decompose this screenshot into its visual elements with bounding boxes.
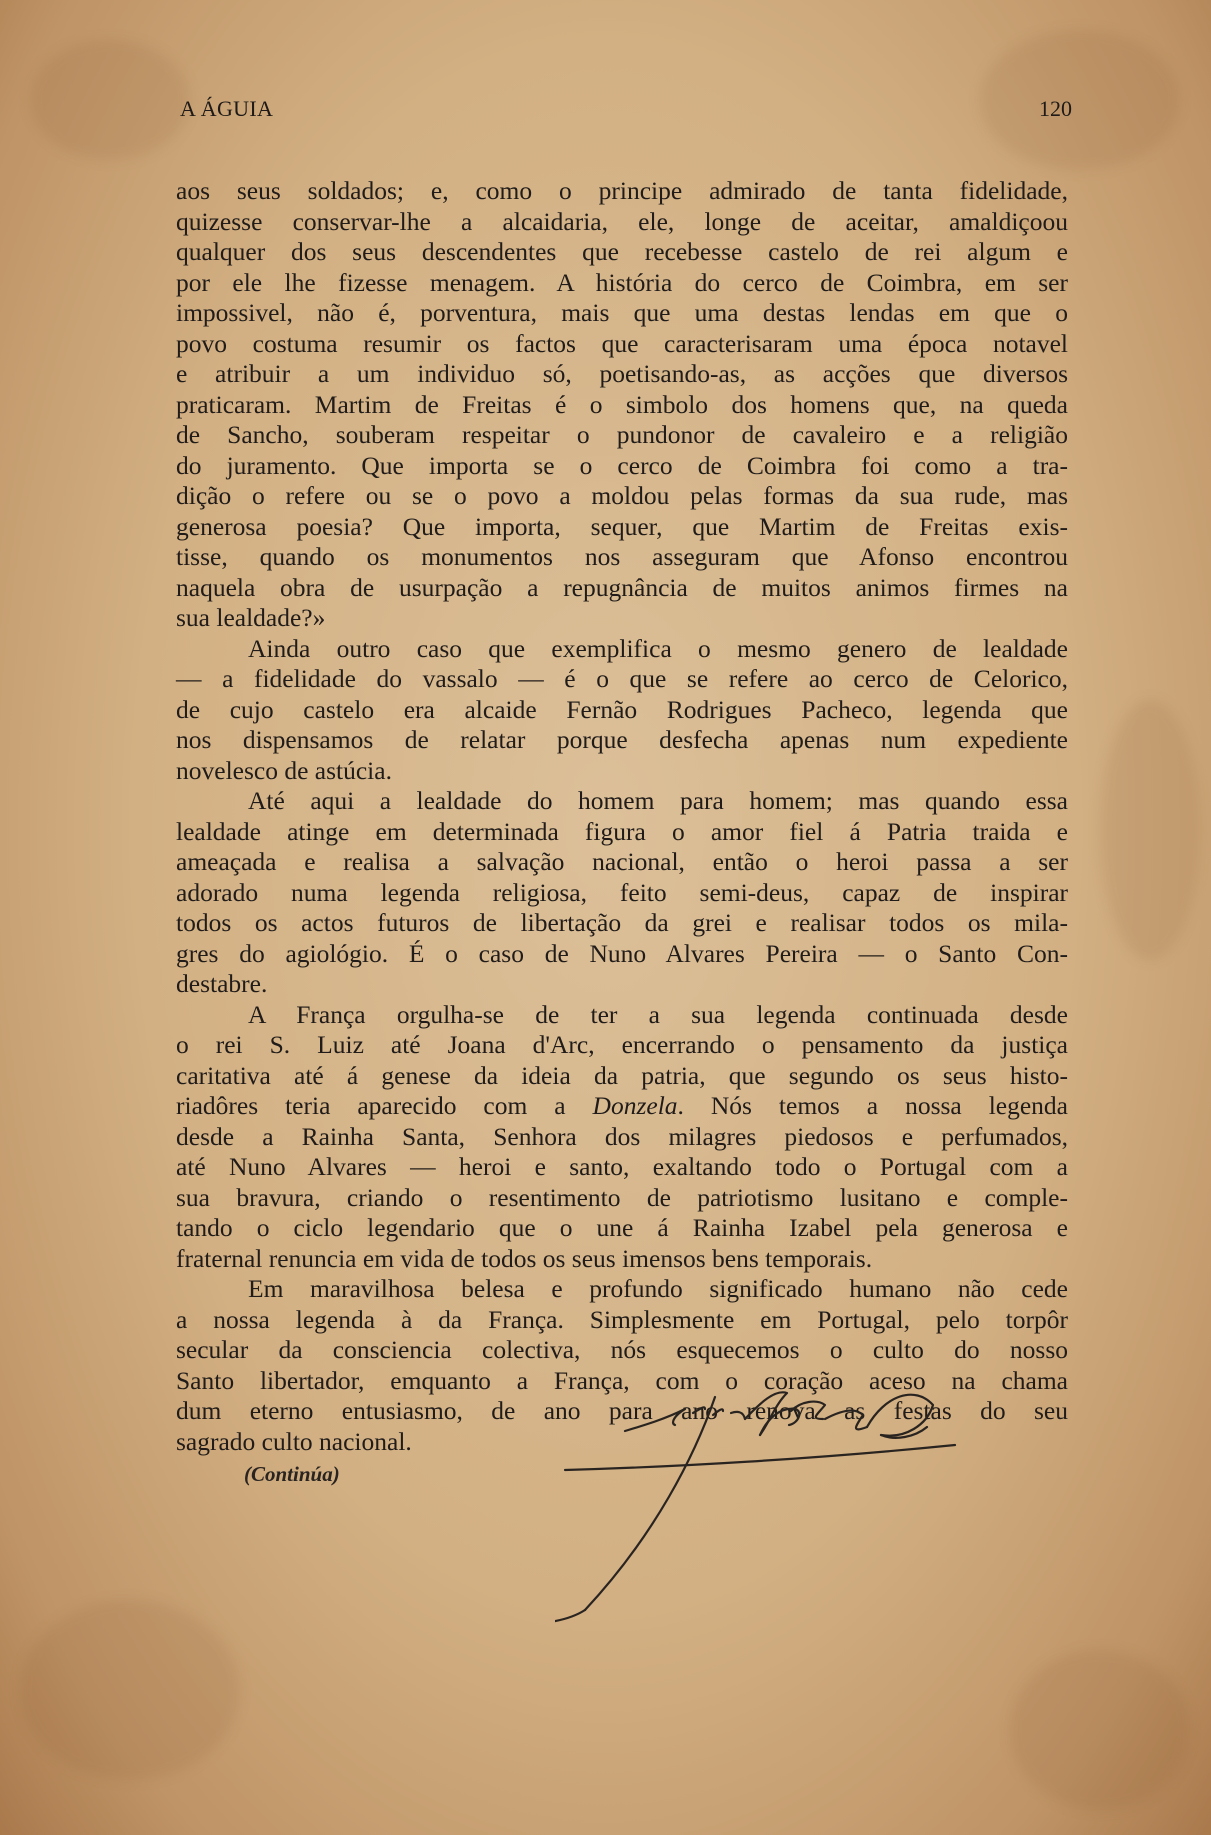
handwritten-signature — [555, 1375, 1085, 1645]
paragraph — [176, 634, 1068, 787]
text-line: secular da consciencia colectiva, nós esquecemos o culto do nosso — [176, 1335, 1068, 1364]
text-line: tando o ciclo legendario que o une á Rainha Izabel pela generosa e — [176, 1213, 1068, 1242]
paper-stain — [1100, 700, 1200, 960]
text-line: qualquer dos seus descendentes que recebesse castelo de rei algum e — [176, 237, 1068, 266]
text-line: riadôres teria aparecido com a Donzela. Nós temos a nossa legenda — [176, 1091, 1068, 1120]
text-line: caritativa até á genese da ideia da patria, que segundo os seus histo- — [176, 1060, 1068, 1090]
text-line: até Nuno Alvares — heroi e santo, exaltando todo o Portugal com a — [176, 1152, 1068, 1181]
text-line: Até aqui a lealdade do homem para homem; mas quando essa — [248, 786, 1068, 815]
text-line: lealdade atinge em determinada figura o amor fiel á Patria traida e — [176, 816, 1068, 846]
text-line: nos dispensamos de relatar porque desfecha apenas num expediente — [176, 725, 1068, 754]
text-line: a nossa legenda à da França. Simplesmente em Portugal, pelo torpôr — [176, 1304, 1068, 1334]
text-line: sagrado culto nacional. — [176, 1426, 412, 1456]
page-header — [180, 96, 1072, 136]
article-body — [176, 176, 1068, 1457]
text-line: A França orgulha-se de ter a sua legenda continuada desde — [248, 999, 1068, 1029]
text-line: adorado numa legenda religiosa, feito semi-deus, capaz de inspirar — [176, 877, 1068, 907]
text-line: gres do agiológio. É o caso de Nuno Alvares Pereira — o Santo Con- — [176, 938, 1068, 968]
text-line: dição o refere ou se o povo a moldou pelas formas da sua rude, mas — [176, 481, 1068, 510]
text-line: impossivel, não é, porventura, mais que uma destas lendas em que o — [176, 298, 1068, 327]
text-line: generosa poesia? Que importa, sequer, que Martim de Freitas exis- — [176, 511, 1068, 541]
text-line: de Sancho, souberam respeitar o pundonor de cavaleiro e a religião — [176, 420, 1068, 449]
paragraph — [176, 1000, 1068, 1275]
text-line: de cujo castelo era alcaide Fernão Rodrigues Pacheco, legenda que — [176, 694, 1068, 724]
text-line: o rei S. Luiz até Joana d'Arc, encerrando o pensamento da justiça — [176, 1030, 1068, 1059]
text-line: tisse, quando os monumentos nos asseguram que Afonso encontrou — [176, 542, 1068, 571]
text-line: dum eterno entusiasmo, de ano para ano renova as festas do seu — [176, 1396, 1068, 1425]
running-head: A ÁGUIA — [180, 96, 274, 121]
text-line: — a fidelidade do vassalo — é o que se refere ao cerco de Celorico, — [176, 664, 1068, 693]
text-line: ameaçada e realisa a salvação nacional, então o heroi passa a ser — [176, 847, 1068, 876]
continua-note: (Continúa) — [244, 1462, 340, 1486]
text-line: fraternal renuncia em vida de todos os seus imensos bens temporais. — [176, 1243, 873, 1273]
text-line: sua lealdade?» — [176, 603, 326, 632]
text-line: praticaram. Martim de Freitas é o simbolo dos homens que, na queda — [176, 389, 1068, 419]
text-line: povo costuma resumir os factos que caracterisaram uma época notavel — [176, 328, 1068, 358]
text-line: aos seus soldados; e, como o principe admirado de tanta fidelidade, — [176, 176, 1068, 205]
text-line: e atribuir a um individuo só, poetisando-as, as acções que diversos — [176, 359, 1068, 388]
paragraph — [176, 786, 1068, 1000]
text-line: novelesco de astúcia. — [176, 755, 392, 785]
page-number: 120 — [1039, 96, 1072, 121]
text-line: por ele lhe fizesse menagem. A história do cerco de Coimbra, em ser — [176, 267, 1068, 297]
text-line: Ainda outro caso que exemplifica o mesmo genero de lealdade — [248, 633, 1068, 663]
text-line: naquela obra de usurpação a repugnância de muitos animos firmes na — [176, 572, 1068, 602]
paper-stain — [1010, 1650, 1190, 1810]
paper-stain — [20, 1600, 240, 1780]
text-line: do juramento. Que importa se o cerco de Coimbra foi como a tra- — [176, 450, 1068, 480]
paragraph — [176, 176, 1068, 634]
text-line: todos os actos futuros de libertação da grei e realisar todos os mila- — [176, 908, 1068, 937]
text-line: quizesse conservar-lhe a alcaidaria, ele, longe de aceitar, amaldiçoou — [176, 206, 1068, 236]
text-line: Santo libertador, emquanto a França, com o coração aceso na chama — [176, 1365, 1068, 1395]
emphasized-word: Donzela — [592, 1091, 678, 1120]
text-line: Em maravilhosa belesa e profundo significado humano não cede — [248, 1274, 1068, 1303]
text-line: desde a Rainha Santa, Senhora dos milagres piedosos e perfumados, — [176, 1121, 1068, 1151]
text-line: destabre. — [176, 969, 268, 998]
paper-stain — [30, 40, 190, 160]
text-line: sua bravura, criando o resentimento de patriotismo lusitano e comple- — [176, 1182, 1068, 1212]
